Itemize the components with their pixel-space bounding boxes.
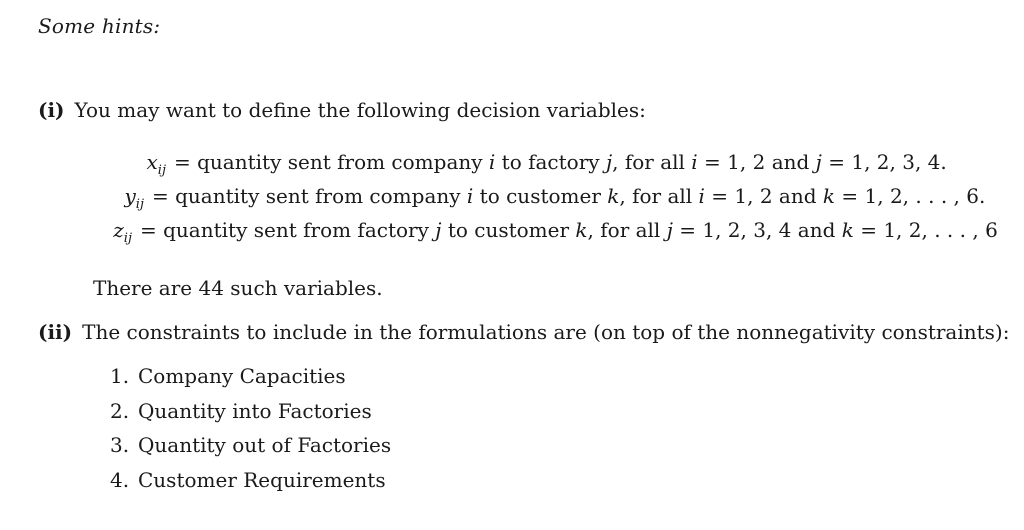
list-item-number: 2. (110, 398, 130, 423)
list-item (110, 399, 391, 434)
variable-definition-text: = quantity sent from company i to factory j, for all i = 1, 2 and j = 1, 2, 3, 4. (174, 150, 947, 174)
list-item (110, 364, 391, 399)
list-item (110, 468, 391, 503)
part-i-paragraph (38, 98, 646, 122)
constraint-list (110, 364, 391, 503)
variable-symbol: $y_{ij}$ (124, 184, 144, 212)
list-item-number: 1. (110, 364, 130, 388)
part-ii-label: (ii) (38, 320, 73, 344)
variable-symbol: $x_{ij}$ (146, 150, 166, 178)
part-ii-text: The constraints to include in the formulations are (on top of the nonnegativity constraints): (82, 320, 1010, 344)
list-item-label: Customer Requirements (138, 468, 386, 493)
part-i-text: You may want to define the following decision variables: (74, 98, 646, 122)
variable-count-note: There are 44 such variables. (93, 276, 383, 300)
hints-title: Some hints: (38, 14, 161, 38)
variable-definition-z (96, 218, 998, 246)
variable-definition-y (110, 184, 985, 212)
part-ii-paragraph (38, 320, 1009, 344)
list-item-label: Quantity into Factories (138, 398, 372, 423)
variable-symbol: $z_{ij}$ (113, 218, 132, 246)
variable-definition-x (130, 150, 947, 178)
list-item-number: 3. (110, 433, 130, 458)
variable-definition-text: = quantity sent from company i to customer k, for all i = 1, 2 and k = 1, 2, . . . , 6. (152, 184, 986, 208)
list-item-number: 4. (110, 468, 130, 493)
variable-definition-text: = quantity sent from factory j to customer k, for all j = 1, 2, 3, 4 and k = 1, 2, . . . , 6 (140, 218, 998, 242)
list-item-label: Quantity out of Factories (138, 433, 392, 458)
list-item-label: Company Capacities (138, 364, 346, 388)
list-item (110, 433, 391, 468)
part-i-label: (i) (38, 98, 65, 122)
